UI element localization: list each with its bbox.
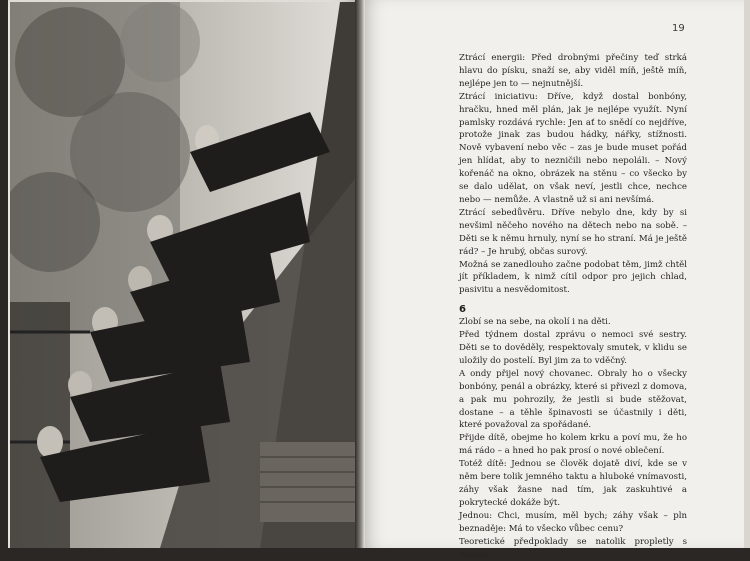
archival-photograph [10, 2, 360, 548]
paragraph: A ondy přijel nový chovanec. Obraly ho o všecky bonbóny, penál a obrázky, které si přivezl z domova, a pak mu pohrozily, že jestli si bude stěžovat, dostane – a těhle špinavosti se účastnily i děti, které považoval za spořádané. [459, 368, 687, 431]
page-edge [744, 0, 750, 548]
paragraph: Zlobí se na sebe, na okolí i na děti. [459, 317, 611, 328]
paragraph: Ztrácí energii: Před drobnými přečiny teď strká hlavu do písku, snaží se, aby viděl míň, ještě míň, nejlépe jen to — nejnutnější. [459, 53, 687, 89]
paragraph: Možná se zanedlouho začne podobat těm, jimž chtěl jít příkladem, k nimž cítil odpor pro jejich chlad, pasivitu a nesvědomitost. [459, 259, 687, 296]
paragraph: Jednou: Chci, musím, měl bych; záhy však – pln beznaděje: Má to všecko vůbec cenu? [459, 510, 687, 534]
section-number: 6 [459, 304, 466, 316]
paragraph: Ztrácí iniciativu: Dříve, když dostal bonbóny, hračku, hned měl plán, jak je nejlépe využít. Nyní pamlsky rozdává rychle: Jen ať to snědí co nejdříve, protože jinak zas budou hádky, nářky, stížnosti. Nově vybavení nebo věc – zas je bude muset pořád jen hlídat, aby to nezničili nebo nepoláli. – Nový kořenáč na okno, obrázek na stěnu – co všecko by se dalo udělat, on však neví, jestli chce, nechce nebo — nemůže. A vlastně už si ani nevšímá. [459, 91, 687, 205]
paragraph: Teoretické předpoklady se natolik propletly s osobní [459, 536, 687, 560]
paragraph: Přijde dítě, obejme ho kolem krku a poví mu, že ho má rádo – a hned ho pak prosí o nové oblečení. [459, 433, 687, 457]
page-number: 19 [672, 23, 685, 34]
photo-illustration [10, 2, 360, 548]
paragraph: Totéž dítě: Jednou se člověk dojatě diví, kde se v něm bere tolik jemného taktu a hluboké vnímavosti, záhy však žasne nad tím, jak zaskuhtivé a pokrytecké dokáže být. [459, 459, 687, 508]
paragraph: Ztrácí sebedůvěru. Dříve nebylo dne, kdy by si nevšiml něčeho nového na dětech nebo na sobě. – Děti se k němu hrnuly, nyní se ho straní. Má je ještě rád? – Je hrubý, občas surový. [459, 207, 687, 257]
paragraph: Před týdnem dostal zprávu o nemoci své sestry. Děti se to dověděly, respektovaly smutek, v klidu se uložily do postelí. Byl jim za to vděčný. [459, 330, 687, 366]
book-gutter [355, 0, 365, 548]
body-text [459, 52, 687, 561]
